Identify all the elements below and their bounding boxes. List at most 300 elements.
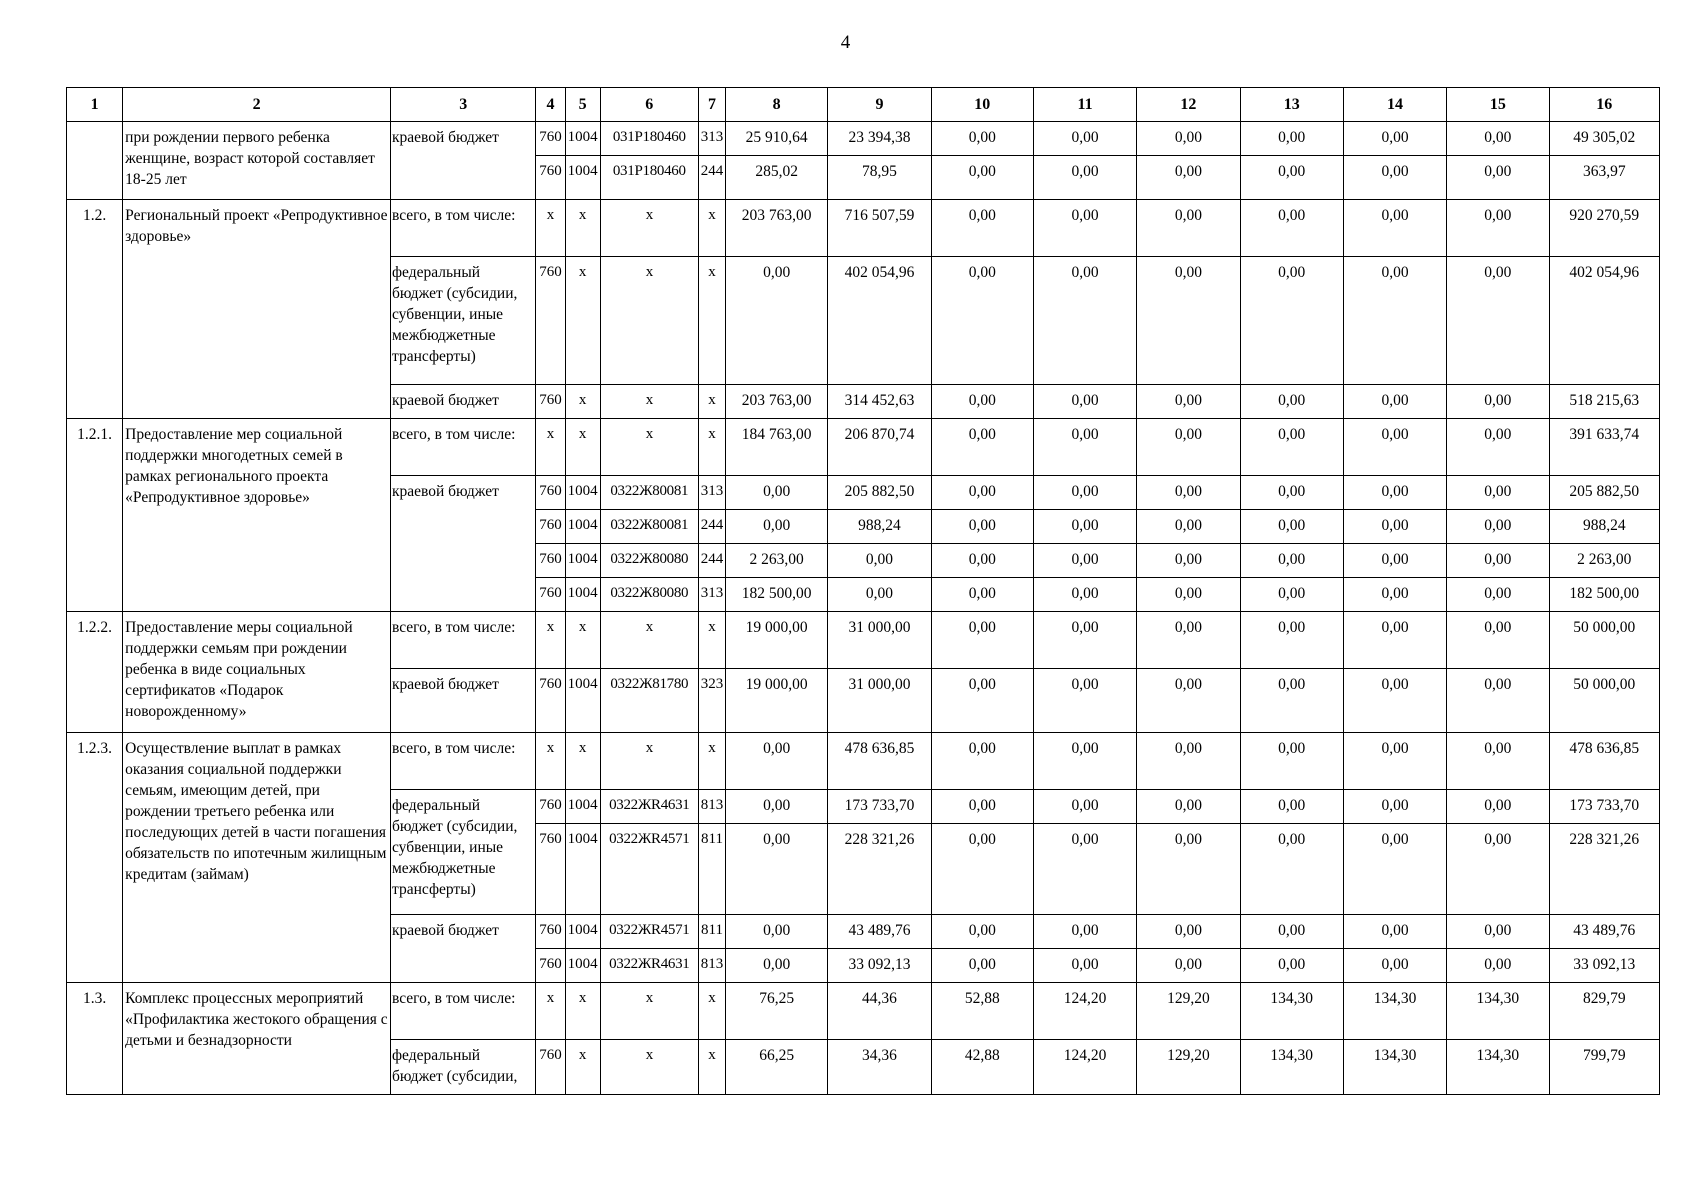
code-csr: х bbox=[600, 983, 698, 1040]
amount-col-14: 0,00 bbox=[1343, 122, 1446, 156]
amount-col-14: 0,00 bbox=[1343, 385, 1446, 419]
column-header-12: 12 bbox=[1137, 88, 1240, 122]
amount-col-13: 0,00 bbox=[1240, 669, 1343, 733]
amount-col-9: 23 394,38 bbox=[828, 122, 931, 156]
amount-col-8: 203 763,00 bbox=[726, 385, 828, 419]
amount-col-8: 184 763,00 bbox=[726, 419, 828, 476]
amount-col-11: 0,00 bbox=[1033, 578, 1136, 612]
amount-col-9: 205 882,50 bbox=[828, 476, 931, 510]
code-rzpr: 1004 bbox=[565, 915, 600, 949]
amount-col-11: 0,00 bbox=[1033, 122, 1136, 156]
amount-col-12: 0,00 bbox=[1137, 612, 1240, 669]
item-name: Осуществление выплат в рамках оказания социальной поддержки семьям, имеющим детей, при рождении третьего ребенка или последующих детей в части погашения обязательств по ипотечным жилищным кредитам (займам) bbox=[123, 733, 391, 983]
amount-col-13: 0,00 bbox=[1240, 476, 1343, 510]
amount-col-8: 0,00 bbox=[726, 790, 828, 824]
amount-col-8: 0,00 bbox=[726, 733, 828, 790]
amount-col-16: 33 092,13 bbox=[1549, 949, 1659, 983]
funding-source: федеральный бюджет (субсидии, bbox=[391, 1040, 536, 1095]
amount-col-12: 0,00 bbox=[1137, 200, 1240, 257]
amount-col-16: 50 000,00 bbox=[1549, 612, 1659, 669]
amount-col-12: 0,00 bbox=[1137, 915, 1240, 949]
amount-col-16: 50 000,00 bbox=[1549, 669, 1659, 733]
amount-col-14: 0,00 bbox=[1343, 824, 1446, 915]
amount-col-16: 391 633,74 bbox=[1549, 419, 1659, 476]
amount-col-8: 203 763,00 bbox=[726, 200, 828, 257]
amount-col-11: 0,00 bbox=[1033, 476, 1136, 510]
amount-col-10: 0,00 bbox=[931, 122, 1033, 156]
amount-col-14: 0,00 bbox=[1343, 419, 1446, 476]
funding-source: всего, в том числе: bbox=[391, 733, 536, 790]
amount-col-13: 0,00 bbox=[1240, 200, 1343, 257]
amount-col-14: 0,00 bbox=[1343, 544, 1446, 578]
column-header-3: 3 bbox=[391, 88, 536, 122]
amount-col-11: 0,00 bbox=[1033, 419, 1136, 476]
item-name: Комплекс процессных мероприятий «Профилактика жестокого обращения с детьми и безнадзорности bbox=[123, 983, 391, 1095]
code-vr: х bbox=[698, 612, 725, 669]
amount-col-12: 0,00 bbox=[1137, 122, 1240, 156]
amount-col-10: 0,00 bbox=[931, 385, 1033, 419]
code-grbs: 760 bbox=[536, 669, 565, 733]
amount-col-11: 0,00 bbox=[1033, 612, 1136, 669]
amount-col-9: 0,00 bbox=[828, 578, 931, 612]
amount-col-11: 0,00 bbox=[1033, 790, 1136, 824]
amount-col-9: 31 000,00 bbox=[828, 669, 931, 733]
amount-col-15: 0,00 bbox=[1447, 385, 1549, 419]
amount-col-10: 0,00 bbox=[931, 476, 1033, 510]
code-vr: 323 bbox=[698, 669, 725, 733]
code-csr: 0322Ж81780 bbox=[600, 669, 698, 733]
amount-col-13: 0,00 bbox=[1240, 122, 1343, 156]
code-rzpr: 1004 bbox=[565, 156, 600, 200]
amount-col-8: 182 500,00 bbox=[726, 578, 828, 612]
amount-col-9: 402 054,96 bbox=[828, 257, 931, 385]
amount-col-15: 0,00 bbox=[1447, 949, 1549, 983]
amount-col-8: 66,25 bbox=[726, 1040, 828, 1095]
amount-col-15: 0,00 bbox=[1447, 200, 1549, 257]
amount-col-11: 124,20 bbox=[1033, 983, 1136, 1040]
amount-col-13: 0,00 bbox=[1240, 612, 1343, 669]
amount-col-12: 0,00 bbox=[1137, 790, 1240, 824]
code-vr: 244 bbox=[698, 156, 725, 200]
amount-col-13: 0,00 bbox=[1240, 385, 1343, 419]
amount-col-13: 0,00 bbox=[1240, 156, 1343, 200]
amount-col-10: 0,00 bbox=[931, 915, 1033, 949]
funding-source: всего, в том числе: bbox=[391, 200, 536, 257]
column-header-11: 11 bbox=[1033, 88, 1136, 122]
amount-col-11: 0,00 bbox=[1033, 915, 1136, 949]
amount-col-14: 0,00 bbox=[1343, 510, 1446, 544]
amount-col-8: 19 000,00 bbox=[726, 669, 828, 733]
amount-col-9: 43 489,76 bbox=[828, 915, 931, 949]
funding-source: краевой бюджет bbox=[391, 669, 536, 733]
code-vr: х bbox=[698, 419, 725, 476]
funding-source: федеральный бюджет (субсидии, субвенции, иные межбюджетные трансферты) bbox=[391, 257, 536, 385]
amount-col-11: 0,00 bbox=[1033, 669, 1136, 733]
amount-col-14: 0,00 bbox=[1343, 733, 1446, 790]
funding-source: краевой бюджет bbox=[391, 915, 536, 983]
funding-source: краевой бюджет bbox=[391, 122, 536, 200]
amount-col-10: 0,00 bbox=[931, 612, 1033, 669]
code-rzpr: 1004 bbox=[565, 578, 600, 612]
amount-col-8: 0,00 bbox=[726, 915, 828, 949]
table-row bbox=[67, 733, 1660, 790]
amount-col-9: 206 870,74 bbox=[828, 419, 931, 476]
amount-col-15: 0,00 bbox=[1447, 156, 1549, 200]
amount-col-13: 0,00 bbox=[1240, 419, 1343, 476]
code-vr: 313 bbox=[698, 476, 725, 510]
amount-col-16: 478 636,85 bbox=[1549, 733, 1659, 790]
amount-col-11: 0,00 bbox=[1033, 949, 1136, 983]
amount-col-10: 0,00 bbox=[931, 790, 1033, 824]
item-number: 1.2.1. bbox=[67, 419, 123, 612]
code-vr: 813 bbox=[698, 949, 725, 983]
code-rzpr: 1004 bbox=[565, 949, 600, 983]
budget-table-wrapper bbox=[66, 87, 1660, 1095]
amount-col-11: 0,00 bbox=[1033, 257, 1136, 385]
amount-col-8: 19 000,00 bbox=[726, 612, 828, 669]
amount-col-13: 0,00 bbox=[1240, 544, 1343, 578]
amount-col-10: 0,00 bbox=[931, 257, 1033, 385]
amount-col-15: 0,00 bbox=[1447, 510, 1549, 544]
amount-col-9: 44,36 bbox=[828, 983, 931, 1040]
code-csr: 0322ЖR4631 bbox=[600, 790, 698, 824]
code-csr: 0322ЖR4631 bbox=[600, 949, 698, 983]
amount-col-10: 0,00 bbox=[931, 156, 1033, 200]
item-number: 1.2.3. bbox=[67, 733, 123, 983]
amount-col-13: 134,30 bbox=[1240, 983, 1343, 1040]
code-rzpr: х bbox=[565, 1040, 600, 1095]
amount-col-12: 0,00 bbox=[1137, 385, 1240, 419]
table-body bbox=[67, 122, 1660, 1095]
code-rzpr: х bbox=[565, 983, 600, 1040]
code-grbs: 760 bbox=[536, 476, 565, 510]
code-grbs: 760 bbox=[536, 1040, 565, 1095]
table-row bbox=[67, 983, 1660, 1040]
item-name: Региональный проект «Репродуктивное здоровье» bbox=[123, 200, 391, 419]
item-number bbox=[67, 122, 123, 200]
amount-col-14: 0,00 bbox=[1343, 476, 1446, 510]
amount-col-10: 0,00 bbox=[931, 733, 1033, 790]
code-grbs: х bbox=[536, 200, 565, 257]
item-number: 1.2.2. bbox=[67, 612, 123, 733]
amount-col-11: 0,00 bbox=[1033, 544, 1136, 578]
amount-col-8: 25 910,64 bbox=[726, 122, 828, 156]
amount-col-14: 0,00 bbox=[1343, 612, 1446, 669]
amount-col-8: 76,25 bbox=[726, 983, 828, 1040]
budget-table bbox=[66, 87, 1660, 1095]
amount-col-8: 0,00 bbox=[726, 257, 828, 385]
code-rzpr: х bbox=[565, 419, 600, 476]
amount-col-12: 129,20 bbox=[1137, 1040, 1240, 1095]
amount-col-13: 0,00 bbox=[1240, 578, 1343, 612]
item-name: при рождении первого ребенка женщине, возраст которой составляет 18-25 лет bbox=[123, 122, 391, 200]
code-grbs: 760 bbox=[536, 790, 565, 824]
code-rzpr: х bbox=[565, 612, 600, 669]
code-csr: 0322Ж80081 bbox=[600, 476, 698, 510]
amount-col-8: 2 263,00 bbox=[726, 544, 828, 578]
amount-col-12: 0,00 bbox=[1137, 949, 1240, 983]
column-header-13: 13 bbox=[1240, 88, 1343, 122]
code-vr: 244 bbox=[698, 544, 725, 578]
code-vr: 811 bbox=[698, 915, 725, 949]
amount-col-14: 0,00 bbox=[1343, 257, 1446, 385]
amount-col-15: 0,00 bbox=[1447, 733, 1549, 790]
code-csr: х bbox=[600, 257, 698, 385]
code-vr: х bbox=[698, 733, 725, 790]
code-grbs: 760 bbox=[536, 544, 565, 578]
amount-col-12: 0,00 bbox=[1137, 824, 1240, 915]
table-header bbox=[67, 88, 1660, 122]
item-name: Предоставление меры социальной поддержки семьям при рождении ребенка в виде социальных сертификатов «Подарок новорожденному» bbox=[123, 612, 391, 733]
code-rzpr: 1004 bbox=[565, 122, 600, 156]
column-header-14: 14 bbox=[1343, 88, 1446, 122]
code-grbs: х bbox=[536, 612, 565, 669]
amount-col-8: 0,00 bbox=[726, 510, 828, 544]
amount-col-15: 0,00 bbox=[1447, 544, 1549, 578]
code-csr: 0322ЖR4571 bbox=[600, 915, 698, 949]
column-header-2: 2 bbox=[123, 88, 391, 122]
code-vr: х bbox=[698, 385, 725, 419]
amount-col-13: 0,00 bbox=[1240, 733, 1343, 790]
item-number: 1.3. bbox=[67, 983, 123, 1095]
amount-col-10: 0,00 bbox=[931, 200, 1033, 257]
amount-col-12: 0,00 bbox=[1137, 476, 1240, 510]
amount-col-10: 0,00 bbox=[931, 544, 1033, 578]
table-row bbox=[67, 612, 1660, 669]
amount-col-15: 0,00 bbox=[1447, 122, 1549, 156]
code-rzpr: х bbox=[565, 733, 600, 790]
amount-col-15: 0,00 bbox=[1447, 419, 1549, 476]
amount-col-11: 0,00 bbox=[1033, 824, 1136, 915]
code-vr: 811 bbox=[698, 824, 725, 915]
table-row bbox=[67, 200, 1660, 257]
amount-col-14: 0,00 bbox=[1343, 949, 1446, 983]
code-grbs: 760 bbox=[536, 156, 565, 200]
code-rzpr: 1004 bbox=[565, 510, 600, 544]
funding-source: всего, в том числе: bbox=[391, 612, 536, 669]
code-grbs: 760 bbox=[536, 385, 565, 419]
amount-col-15: 134,30 bbox=[1447, 1040, 1549, 1095]
code-csr: 0322Ж80080 bbox=[600, 544, 698, 578]
code-rzpr: х bbox=[565, 385, 600, 419]
amount-col-12: 0,00 bbox=[1137, 257, 1240, 385]
code-csr: х bbox=[600, 419, 698, 476]
code-rzpr: 1004 bbox=[565, 544, 600, 578]
code-grbs: 760 bbox=[536, 824, 565, 915]
amount-col-8: 0,00 bbox=[726, 949, 828, 983]
code-grbs: х bbox=[536, 419, 565, 476]
amount-col-15: 0,00 bbox=[1447, 612, 1549, 669]
amount-col-10: 0,00 bbox=[931, 578, 1033, 612]
amount-col-12: 0,00 bbox=[1137, 544, 1240, 578]
amount-col-16: 173 733,70 bbox=[1549, 790, 1659, 824]
amount-col-11: 0,00 bbox=[1033, 385, 1136, 419]
item-name: Предоставление мер социальной поддержки многодетных семей в рамках регионального проекта «Репродуктивное здоровье» bbox=[123, 419, 391, 612]
amount-col-16: 205 882,50 bbox=[1549, 476, 1659, 510]
code-grbs: х bbox=[536, 733, 565, 790]
column-header-7: 7 bbox=[698, 88, 725, 122]
amount-col-11: 0,00 bbox=[1033, 156, 1136, 200]
amount-col-15: 0,00 bbox=[1447, 790, 1549, 824]
code-grbs: 760 bbox=[536, 915, 565, 949]
amount-col-14: 134,30 bbox=[1343, 1040, 1446, 1095]
amount-col-9: 33 092,13 bbox=[828, 949, 931, 983]
table-row bbox=[67, 122, 1660, 156]
amount-col-9: 31 000,00 bbox=[828, 612, 931, 669]
amount-col-9: 78,95 bbox=[828, 156, 931, 200]
code-rzpr: 1004 bbox=[565, 824, 600, 915]
code-csr: 0322ЖR4571 bbox=[600, 824, 698, 915]
table-row bbox=[67, 419, 1660, 476]
code-grbs: 760 bbox=[536, 949, 565, 983]
amount-col-9: 0,00 bbox=[828, 544, 931, 578]
code-rzpr: х bbox=[565, 257, 600, 385]
code-grbs: 760 bbox=[536, 578, 565, 612]
funding-source: федеральный бюджет (субсидии, субвенции, иные межбюджетные трансферты) bbox=[391, 790, 536, 915]
code-grbs: 760 bbox=[536, 510, 565, 544]
amount-col-13: 0,00 bbox=[1240, 824, 1343, 915]
amount-col-10: 42,88 bbox=[931, 1040, 1033, 1095]
amount-col-8: 0,00 bbox=[726, 824, 828, 915]
amount-col-9: 314 452,63 bbox=[828, 385, 931, 419]
item-number: 1.2. bbox=[67, 200, 123, 419]
amount-col-13: 0,00 bbox=[1240, 790, 1343, 824]
amount-col-10: 0,00 bbox=[931, 669, 1033, 733]
amount-col-16: 363,97 bbox=[1549, 156, 1659, 200]
code-vr: 313 bbox=[698, 578, 725, 612]
funding-source: всего, в том числе: bbox=[391, 983, 536, 1040]
amount-col-10: 0,00 bbox=[931, 949, 1033, 983]
code-rzpr: 1004 bbox=[565, 476, 600, 510]
amount-col-16: 49 305,02 bbox=[1549, 122, 1659, 156]
amount-col-13: 0,00 bbox=[1240, 510, 1343, 544]
amount-col-12: 0,00 bbox=[1137, 733, 1240, 790]
code-rzpr: х bbox=[565, 200, 600, 257]
column-header-6: 6 bbox=[600, 88, 698, 122]
amount-col-12: 0,00 bbox=[1137, 669, 1240, 733]
header-row bbox=[67, 88, 1660, 122]
column-header-16: 16 bbox=[1549, 88, 1659, 122]
column-header-9: 9 bbox=[828, 88, 931, 122]
amount-col-9: 478 636,85 bbox=[828, 733, 931, 790]
amount-col-15: 0,00 bbox=[1447, 578, 1549, 612]
amount-col-13: 134,30 bbox=[1240, 1040, 1343, 1095]
amount-col-15: 0,00 bbox=[1447, 669, 1549, 733]
amount-col-9: 34,36 bbox=[828, 1040, 931, 1095]
amount-col-14: 134,30 bbox=[1343, 983, 1446, 1040]
amount-col-15: 0,00 bbox=[1447, 476, 1549, 510]
column-header-15: 15 bbox=[1447, 88, 1549, 122]
amount-col-11: 124,20 bbox=[1033, 1040, 1136, 1095]
amount-col-13: 0,00 bbox=[1240, 915, 1343, 949]
code-csr: 0322Ж80081 bbox=[600, 510, 698, 544]
amount-col-12: 0,00 bbox=[1137, 510, 1240, 544]
amount-col-15: 0,00 bbox=[1447, 257, 1549, 385]
page-number: 4 bbox=[840, 32, 851, 53]
amount-col-16: 2 263,00 bbox=[1549, 544, 1659, 578]
amount-col-10: 0,00 bbox=[931, 510, 1033, 544]
amount-col-13: 0,00 bbox=[1240, 949, 1343, 983]
amount-col-16: 799,79 bbox=[1549, 1040, 1659, 1095]
amount-col-16: 829,79 bbox=[1549, 983, 1659, 1040]
amount-col-12: 0,00 bbox=[1137, 419, 1240, 476]
code-grbs: 760 bbox=[536, 122, 565, 156]
amount-col-10: 0,00 bbox=[931, 824, 1033, 915]
amount-col-16: 43 489,76 bbox=[1549, 915, 1659, 949]
code-vr: 313 bbox=[698, 122, 725, 156]
code-grbs: 760 bbox=[536, 257, 565, 385]
code-vr: х bbox=[698, 1040, 725, 1095]
amount-col-16: 182 500,00 bbox=[1549, 578, 1659, 612]
amount-col-16: 988,24 bbox=[1549, 510, 1659, 544]
column-header-5: 5 bbox=[565, 88, 600, 122]
code-csr: х bbox=[600, 733, 698, 790]
code-csr: 031Р180460 bbox=[600, 156, 698, 200]
funding-source: краевой бюджет bbox=[391, 476, 536, 612]
amount-col-12: 0,00 bbox=[1137, 578, 1240, 612]
amount-col-15: 0,00 bbox=[1447, 824, 1549, 915]
amount-col-11: 0,00 bbox=[1033, 200, 1136, 257]
code-rzpr: 1004 bbox=[565, 669, 600, 733]
amount-col-16: 228 321,26 bbox=[1549, 824, 1659, 915]
code-vr: 244 bbox=[698, 510, 725, 544]
code-csr: х bbox=[600, 612, 698, 669]
code-csr: х bbox=[600, 385, 698, 419]
code-csr: х bbox=[600, 1040, 698, 1095]
code-vr: х bbox=[698, 983, 725, 1040]
amount-col-8: 0,00 bbox=[726, 476, 828, 510]
funding-source: всего, в том числе: bbox=[391, 419, 536, 476]
amount-col-14: 0,00 bbox=[1343, 156, 1446, 200]
amount-col-16: 518 215,63 bbox=[1549, 385, 1659, 419]
amount-col-16: 402 054,96 bbox=[1549, 257, 1659, 385]
code-vr: х bbox=[698, 257, 725, 385]
funding-source: краевой бюджет bbox=[391, 385, 536, 419]
amount-col-16: 920 270,59 bbox=[1549, 200, 1659, 257]
code-csr: х bbox=[600, 200, 698, 257]
amount-col-10: 52,88 bbox=[931, 983, 1033, 1040]
column-header-10: 10 bbox=[931, 88, 1033, 122]
amount-col-11: 0,00 bbox=[1033, 510, 1136, 544]
amount-col-9: 228 321,26 bbox=[828, 824, 931, 915]
code-csr: 031Р180460 bbox=[600, 122, 698, 156]
code-csr: 0322Ж80080 bbox=[600, 578, 698, 612]
amount-col-15: 134,30 bbox=[1447, 983, 1549, 1040]
code-vr: х bbox=[698, 200, 725, 257]
amount-col-14: 0,00 bbox=[1343, 790, 1446, 824]
amount-col-9: 716 507,59 bbox=[828, 200, 931, 257]
amount-col-14: 0,00 bbox=[1343, 915, 1446, 949]
code-vr: 813 bbox=[698, 790, 725, 824]
amount-col-12: 0,00 bbox=[1137, 156, 1240, 200]
amount-col-9: 988,24 bbox=[828, 510, 931, 544]
column-header-1: 1 bbox=[67, 88, 123, 122]
amount-col-14: 0,00 bbox=[1343, 578, 1446, 612]
amount-col-11: 0,00 bbox=[1033, 733, 1136, 790]
amount-col-10: 0,00 bbox=[931, 419, 1033, 476]
column-header-4: 4 bbox=[536, 88, 565, 122]
amount-col-13: 0,00 bbox=[1240, 257, 1343, 385]
amount-col-14: 0,00 bbox=[1343, 200, 1446, 257]
amount-col-12: 129,20 bbox=[1137, 983, 1240, 1040]
amount-col-15: 0,00 bbox=[1447, 915, 1549, 949]
amount-col-14: 0,00 bbox=[1343, 669, 1446, 733]
code-grbs: х bbox=[536, 983, 565, 1040]
code-rzpr: 1004 bbox=[565, 790, 600, 824]
column-header-8: 8 bbox=[726, 88, 828, 122]
amount-col-9: 173 733,70 bbox=[828, 790, 931, 824]
amount-col-8: 285,02 bbox=[726, 156, 828, 200]
